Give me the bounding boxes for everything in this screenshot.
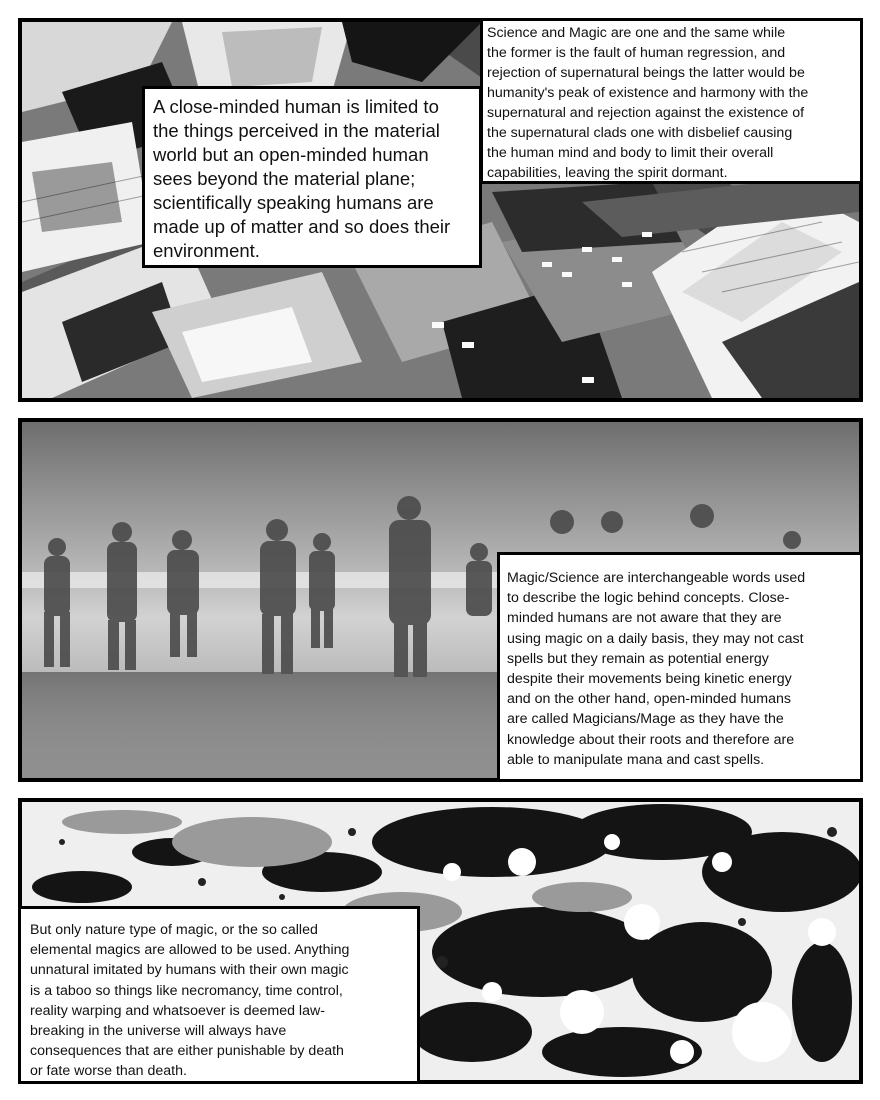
caption-urban-open-mind: A close-minded human is limited to the things perceived in the material world but an open-minded human sees beyond the material plane; scientifically speaking humans are made up of matter and so does their environment. [142, 86, 482, 268]
caption-science-magic: Science and Magic are one and the same while the former is the fault of human regression, and rejection of supernatural beings the latter would be humanity's peak of existence and harmony with the supernatural and rejection against the existence of the supernatural clads one with disbelief causing the human mind and body to limit their overall capabilities, leaving the spirit dormant. [480, 18, 863, 184]
caption-magicians: Magic/Science are interchangeable words used to describe the logic behind concepts. Close- minded humans are not aware that they are using magic on a daily basis, they may not cast spells but they remain as potential energy despite their movements being kinetic energy and on the other hand, open-minded humans are called Magicians/Mage as they have the knowledge about their roots and therefore are able to manipulate mana and cast spells. [497, 552, 863, 782]
caption-nature-magic: But only nature type of magic, or the so called elemental magics are allowed to be used. Anything unnatural imitated by humans with their own magic is a taboo so things like necromancy, time control, reality warping and whatsoever is deemed law- breaking in the universe will always have consequences that are either punishable by death or fate worse than death. [18, 906, 420, 1084]
